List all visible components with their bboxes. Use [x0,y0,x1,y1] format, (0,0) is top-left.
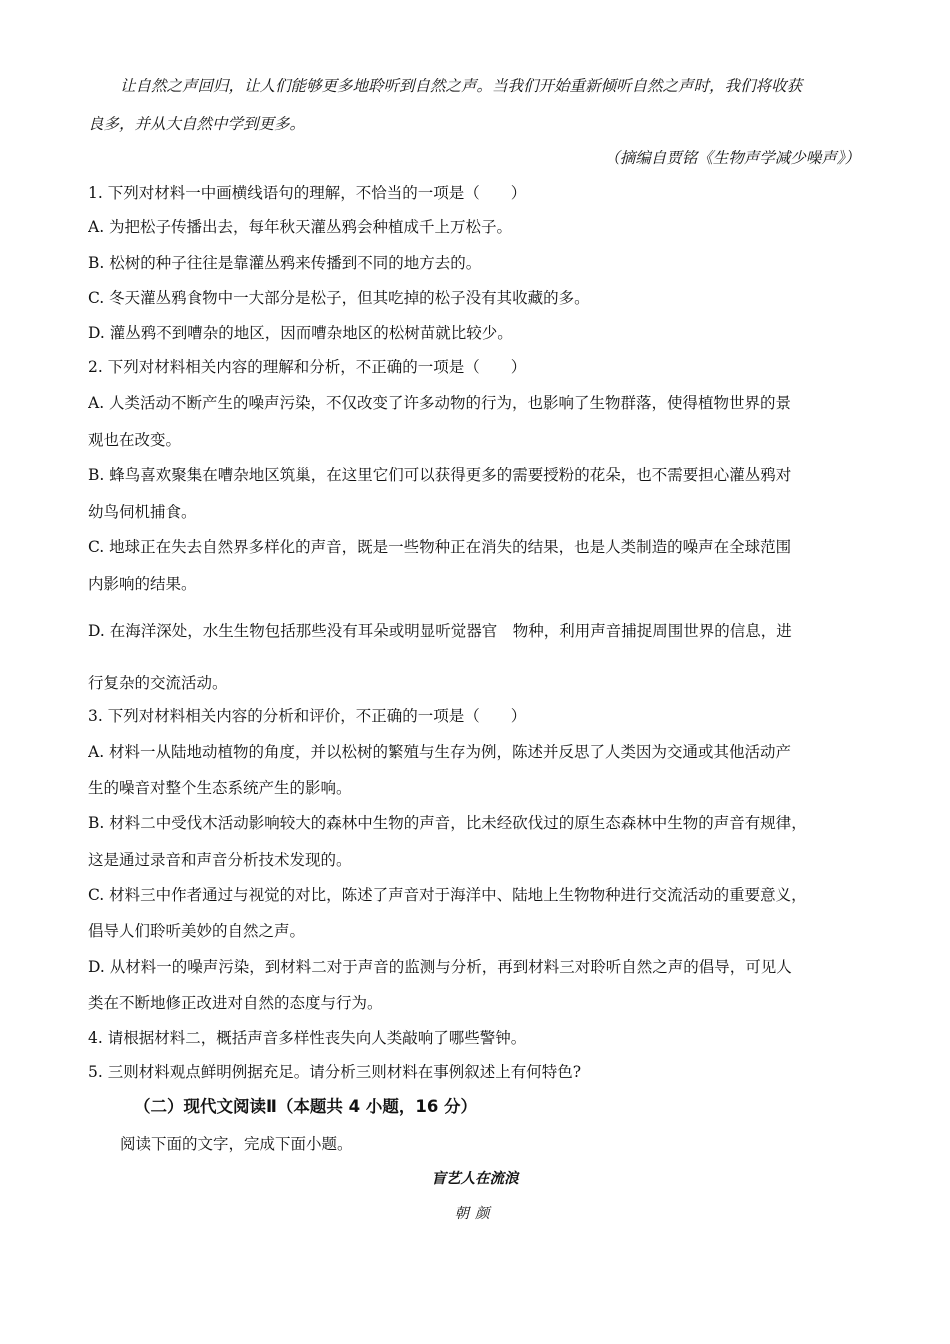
article-title: 盲艺人在流浪 [431,1170,519,1187]
passage-source: （摘编自贾铭《生物声学减少噪声》） [604,149,860,167]
question-3-option-d-line-2: 类在不断地修正改进对自然的态度与行为。 [88,994,383,1012]
question-2-option-c-line-1: C. 地球正在失去自然界多样化的声音，既是一些物种正在消失的结果，也是人类制造的噪声在全球范围 [88,538,792,556]
question-3-option-d-line-1: D. 从材料一的噪声污染，到材料二对于声音的监测与分析，再到材料三对聆听自然之声的倡导，可见人 [88,958,792,976]
question-2-option-a-line-1: A. 人类活动不断产生的噪声污染，不仅改变了许多动物的行为，也影响了生物群落，使得植物世界的景 [88,394,792,412]
question-1-option-d: D. 灌丛鸦不到嘈杂的地区，因而嘈杂地区的松树苗就比较少。 [88,324,513,342]
question-3-option-c-line-1: C. 材料三中作者通过与视觉的对比，陈述了声音对于海洋中、陆地上生物物种进行交流活动的重要意义， [88,886,807,904]
question-3-option-b-line-1: B. 材料二中受伐木活动影响较大的森林中生物的声音，比未经砍伐过的原生态森林中生物的声音有规律， [88,814,807,832]
section-heading: （二）现代文阅读Ⅱ（本题共 4 小题，16 分） [134,1097,478,1116]
question-2-option-d-line-1: D. 在海洋深处，水生生物包括那些没有耳朵或明显听觉器官 物种，利用声音捕捉周围世界的信息，进 [88,622,792,640]
question-5: 5. 三则材料观点鲜明例据充足。请分析三则材料在事例叙述上有何特色? [88,1063,582,1081]
section-instruction: 阅读下面的文字，完成下面小题。 [120,1135,353,1153]
question-2-option-b-line-2: 幼鸟伺机捕食。 [88,503,197,521]
question-1-stem: 1. 下列对材料一中画横线语句的理解，不恰当的一项是（ ） [88,184,527,202]
article-author: 朝颜 [454,1206,496,1222]
question-3-option-a-line-1: A. 材料一从陆地动植物的角度，并以松树的繁殖与生存为例，陈述并反思了人类因为交通或其他活动产 [88,743,792,761]
question-3-option-c-line-2: 倡导人们聆听美妙的自然之声。 [88,922,306,940]
question-3-stem: 3. 下列对材料相关内容的分析和评价，不正确的一项是（ ） [88,707,527,725]
question-2-option-a-line-2: 观也在改变。 [88,431,182,449]
question-2-option-d-line-2: 行复杂的交流活动。 [88,674,228,692]
question-1-option-b: B. 松树的种子往往是靠灌丛鸦来传播到不同的地方去的。 [88,254,482,272]
question-4: 4. 请根据材料二，概括声音多样性丧失向人类敲响了哪些警钟。 [88,1029,527,1047]
passage-line-2: 良多，并从大自然中学到更多。 [88,115,306,133]
question-2-option-c-line-2: 内影响的结果。 [88,575,197,593]
question-1-option-a: A. 为把松子传播出去，每年秋天灌丛鸦会种植成千上万松子。 [88,218,513,236]
question-1-option-c: C. 冬天灌丛鸦食物中一大部分是松子，但其吃掉的松子没有其收藏的多。 [88,289,590,307]
question-2-stem: 2. 下列对材料相关内容的理解和分析，不正确的一项是（ ） [88,358,527,376]
question-2-option-b-line-1: B. 蜂鸟喜欢聚集在嘈杂地区筑巢，在这里它们可以获得更多的需要授粉的花朵，也不需要担心灌丛鸦对 [88,466,792,484]
question-3-option-b-line-2: 这是通过录音和声音分析技术发现的。 [88,851,352,869]
question-3-option-a-line-2: 生的噪音对整个生态系统产生的影响。 [88,779,352,797]
passage-line-1: 让自然之声回归，让人们能够更多地聆听到自然之声。当我们开始重新倾听自然之声时，我们将收获 [120,77,803,95]
